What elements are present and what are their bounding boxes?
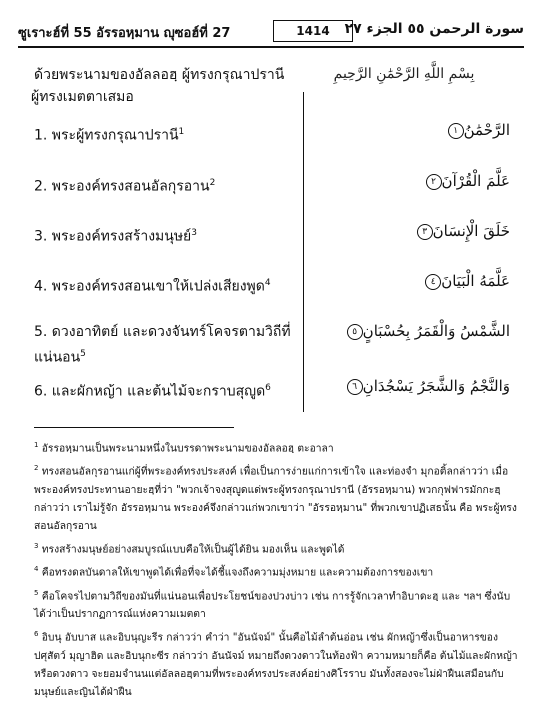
footnote-number: 1 bbox=[34, 441, 39, 449]
verse-text: 5. ดวงอาทิตย์ และดวงจันทร์โคจรตามวิถีที่แน่นอน bbox=[34, 324, 291, 366]
footnote-number: 2 bbox=[34, 464, 39, 473]
verse-6-arabic bbox=[352, 377, 510, 395]
arabic-text: الشَّمْسُ وَالْقَمَرُ بِحُسْبَانٍ bbox=[362, 322, 510, 340]
verse-1-translation bbox=[34, 121, 299, 147]
verse-1-arabic bbox=[370, 121, 510, 139]
verse-number-marker: ٥ bbox=[347, 324, 363, 340]
verse-2-translation bbox=[34, 172, 299, 198]
surah-info-arabic: سورة الرحمن ٥٥ الجزء ٢٧ bbox=[344, 21, 524, 37]
verse-text: 4. พระองค์ทรงสอนเขาให้เปล่งเสียงพูด bbox=[34, 278, 265, 295]
footnotes bbox=[34, 436, 520, 703]
verse-6-translation bbox=[34, 377, 299, 403]
arabic-text: عَلَّمَ الْقُرْآنَ bbox=[441, 172, 510, 190]
footnote-text: อัรรอหฺมานเป็นพระนามหนึ่งในบรรดาพระนามของอัลลอฮฺ ตะอาลา bbox=[41, 442, 334, 455]
verse-number-marker: ٣ bbox=[417, 224, 433, 240]
footnote-6 bbox=[34, 625, 520, 700]
footnote-text: คือโคจรไปตามวิถีของมันที่แน่นอนเพื่อประโยชน์ของปวงบ่าว เช่น การรู้จักเวลาทำอิบาดะฮฺ และ ฯลฯ ซึ่งนับได้ว่าเป็นปรากฏการณ์แห่งความเมตตา bbox=[34, 590, 511, 621]
footnote-number: 6 bbox=[34, 630, 39, 639]
verse-text: 6. และผักหญ้า และต้นไม้จะกราบสุญูด bbox=[34, 383, 266, 400]
column-divider bbox=[303, 92, 304, 412]
verse-number-marker: ٢ bbox=[426, 174, 442, 190]
verse-number-marker: ٤ bbox=[425, 274, 441, 290]
footnote-text: ทรงสร้างมนุษย์อย่างสมบูรณ์แบบคือให้เป็นผู้ได้ยิน มองเห็น และพูดได้ bbox=[41, 543, 345, 556]
footnote-text: ทรงสอนอัลกุรอานแก่ผู้ที่พระองค์ทรงประสงค์ เพื่อเป็นการง่ายแก่การเข้าใจ และท่องจำ มุกอติ้ลกล่าวว่า เมื่อพระองค์ทรงประทานอายะฮฺที่ว่า "พวกเจ้าจงสุญูดแด่พระผู้ทรงกรุณาปรานี (อัรรอหฺมาน) พวกกุฟฟารมักกะฮฺกล่าวว่า เราไม่รู้จัก อัรรอหฺมาน พระองค์จึงกล่าวแก่พวกเขาว่า "อัรรอหฺมาน" ที่พวกเขาปฏิเสธนั้น คือ พระผู้ทรงสอนอัลกุรอาน bbox=[34, 465, 517, 532]
verse-3-arabic bbox=[370, 222, 510, 240]
arabic-text: عَلَّمَهُ الْبَيَانَ bbox=[441, 272, 510, 290]
intro-line-2: ผู้ทรงเมตตาเสมอ bbox=[31, 89, 134, 105]
footnote-text: คือทรงดลบันดาลให้เขาพูดได้เพื่อที่จะได้ชี้แจงถึงความมุ่งหมาย และความต้องการของเขา bbox=[41, 566, 434, 579]
footnote-3 bbox=[34, 537, 520, 558]
verse-text: 3. พระองค์ทรงสร้างมนุษย์ bbox=[34, 228, 192, 245]
verse-number-marker: ٦ bbox=[347, 379, 363, 395]
footnote-ref: 2 bbox=[209, 178, 216, 188]
verse-text: 1. พระผู้ทรงกรุณาปรานี bbox=[34, 127, 179, 144]
page-number: 1414 bbox=[273, 20, 353, 42]
page-header bbox=[18, 20, 524, 44]
footnote-ref: 6 bbox=[265, 383, 271, 393]
footnote-4 bbox=[34, 560, 520, 581]
intro-line-1: ด้วยพระนามของอัลลอฮฺ ผู้ทรงกรุณาปรานี bbox=[34, 67, 285, 83]
footnote-ref: 4 bbox=[264, 278, 271, 288]
verse-2-arabic bbox=[370, 172, 510, 190]
footnote-1 bbox=[34, 436, 520, 457]
surah-info-thai: ซูเราะฮ์ที่ 55 อัรรอหฺมาน ญุซอฮ์ที่ 27 bbox=[18, 26, 231, 41]
footnote-2 bbox=[34, 459, 520, 534]
arabic-text: الرَّحْمَٰنُ bbox=[463, 121, 510, 139]
footnote-number: 4 bbox=[34, 565, 39, 574]
bismillah-translation bbox=[31, 64, 299, 108]
verse-4-translation bbox=[34, 272, 299, 298]
footnote-number: 5 bbox=[34, 588, 39, 597]
verse-number-marker: ١ bbox=[448, 123, 464, 139]
verse-3-translation bbox=[34, 222, 299, 248]
footnote-ref: 5 bbox=[80, 349, 86, 359]
verse-4-arabic bbox=[370, 272, 510, 290]
footnote-rule bbox=[34, 427, 234, 428]
arabic-text: وَالنَّجْمُ وَالشَّجَرُ يَسْجُدَانِ bbox=[362, 377, 510, 395]
footnote-ref: 1 bbox=[178, 127, 185, 137]
header-rule bbox=[18, 46, 524, 48]
footnote-5 bbox=[34, 584, 520, 623]
verse-5-translation bbox=[34, 321, 299, 369]
footnote-number: 3 bbox=[34, 541, 39, 550]
footnote-text: อิบนุ อับบาส และอิบนุญะรีร กล่าวว่า คำว่า "อันนัจม์" นั้นคือไม้ลำต้นอ่อน เช่น ผักหญ้าซึ่งเป็นอาหารของปศุสัตว์ มุญาฮิด และอิบนุกะซีร กล่าวว่า อันนัจม์ หมายถึงดวงดาวในท้องฟ้า ความหมายก็คือ ต้นไม้และผักหญ้าหรือดวงดาว จะยอมจำนนแต่อัลลอฮฺตามที่พระองค์ทรงประสงค์อย่างศิโรราบ มันทั้งสองจะไม่ฝ่าฝืนเสมือนกับมนุษย์และญินได้ฝ่าฝืน bbox=[34, 631, 518, 698]
verse-5-arabic bbox=[352, 322, 510, 340]
footnote-ref: 3 bbox=[191, 228, 197, 238]
verse-text: 2. พระองค์ทรงสอนอัลกุรอาน bbox=[34, 178, 210, 195]
basmala-arabic: بِسْمِ اللَّهِ الرَّحْمَٰنِ الرَّحِيمِ bbox=[333, 66, 475, 82]
arabic-text: خَلَقَ الْإِنسَانَ bbox=[432, 222, 510, 240]
